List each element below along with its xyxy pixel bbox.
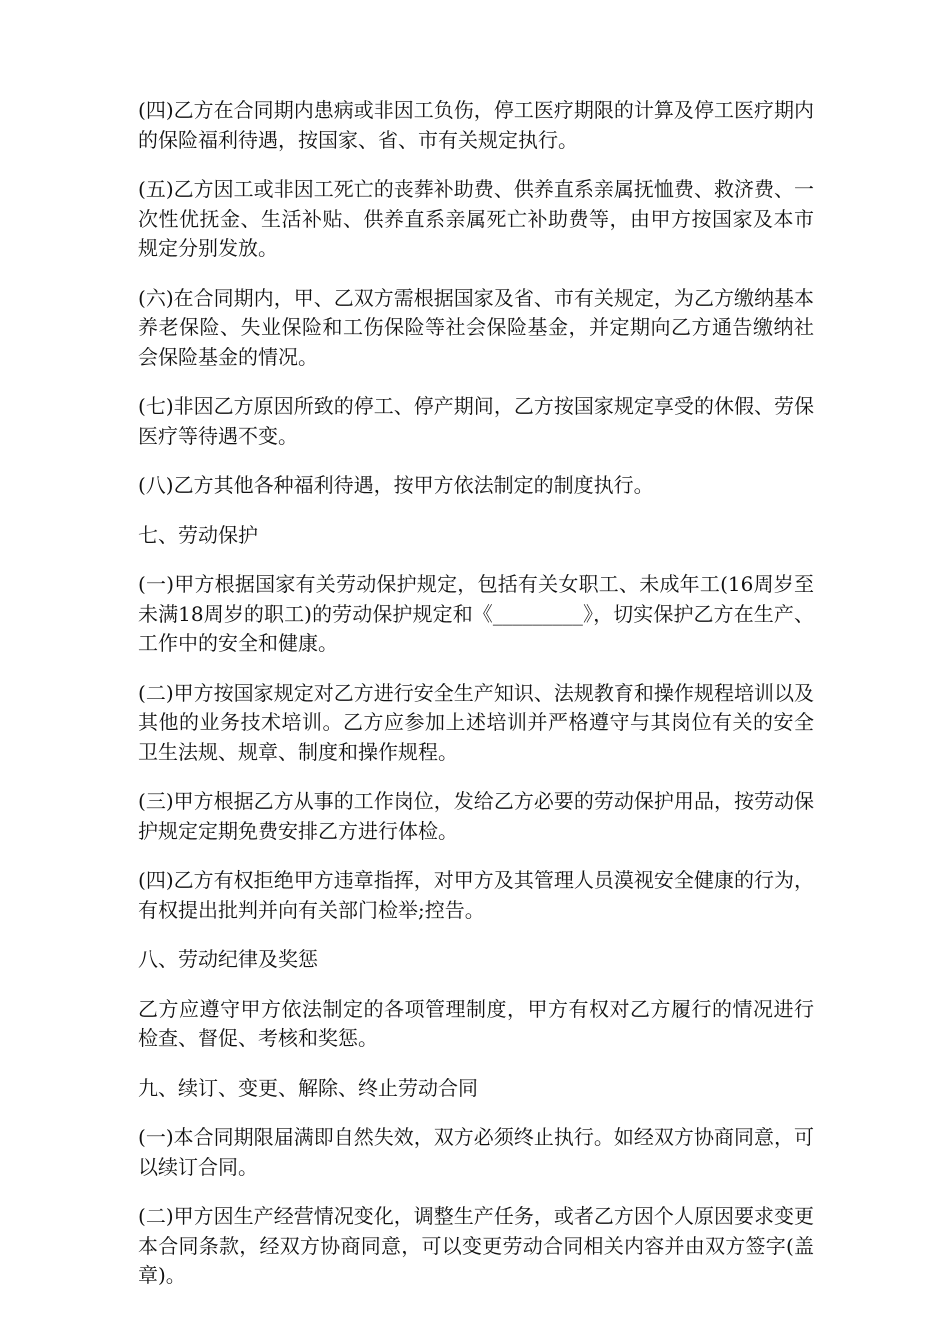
paragraph-contract-2: (二)甲方因生产经营情况变化，调整生产任务，或者乙方因个人原因要求变更本合同条款，经双方协商同意，可以变更劳动合同相关内容并由双方签字(盖章)。 xyxy=(138,1204,814,1287)
paragraph-protection-4: (四)乙方有权拒绝甲方违章指挥，对甲方及其管理人员漠视安全健康的行为，有权提出批判并向有关部门检举;控告。 xyxy=(138,868,814,922)
paragraph-8-other-benefits: (八)乙方其他各种福利待遇，按甲方依法制定的制度执行。 xyxy=(138,473,654,497)
paragraph-4-medical-leave: (四)乙方在合同期内患病或非因工负伤，停工医疗期限的计算及停工医疗期内的保险福利待遇，按国家、省、市有关规定执行。 xyxy=(138,98,814,152)
paragraph-7-work-stoppage: (七)非因乙方原因所致的停工、停产期间，乙方按国家规定享受的休假、劳保医疗等待遇不变。 xyxy=(138,394,814,448)
paragraph-protection-1: (一)甲方根据国家有关劳动保护规定，包括有关女职工、未成年工(16周岁至未满18周岁的职工)的劳动保护规定和《_________》，切实保护乙方在生产、工作中的安全和健康。 xyxy=(138,572,814,655)
paragraph-6-social-insurance: (六)在合同期内，甲、乙双方需根据国家及省、市有关规定，为乙方缴纳基本养老保险、失业保险和工伤保险等社会保险基金，并定期向乙方通告缴纳社会保险基金的情况。 xyxy=(138,285,814,369)
document-page xyxy=(138,96,814,1311)
paragraph-contract-1: (一)本合同期限届满即自然失效，双方必须终止执行。如经双方协商同意，可以续订合同。 xyxy=(138,1125,814,1179)
paragraph-5-death-benefits: (五)乙方因工或非因工死亡的丧葬补助费、供养直系亲属抚恤费、救济费、一次性优抚金、生活补贴、供养直系亲属死亡补助费等，由甲方按国家及本市规定分别发放。 xyxy=(138,177,814,260)
paragraph-protection-2: (二)甲方按国家规定对乙方进行安全生产知识、法规教育和操作规程培训以及其他的业务技术培训。乙方应参加上述培训并严格遵守与其岗位有关的安全卫生法规、规章、制度和操作规程。 xyxy=(138,680,814,764)
section-heading-discipline: 八、劳动纪律及奖惩 xyxy=(138,947,318,971)
section-heading-labor-protection: 七、劳动保护 xyxy=(138,522,258,547)
paragraph-discipline: 乙方应遵守甲方依法制定的各项管理制度，甲方有权对乙方履行的情况进行检查、督促、考核和奖惩。 xyxy=(138,996,814,1050)
section-heading-contract-changes: 九、续订、变更、解除、终止劳动合同 xyxy=(138,1075,478,1100)
paragraph-protection-3: (三)甲方根据乙方从事的工作岗位，发给乙方必要的劳动保护用品，按劳动保护规定定期免费安排乙方进行体检。 xyxy=(138,789,814,843)
